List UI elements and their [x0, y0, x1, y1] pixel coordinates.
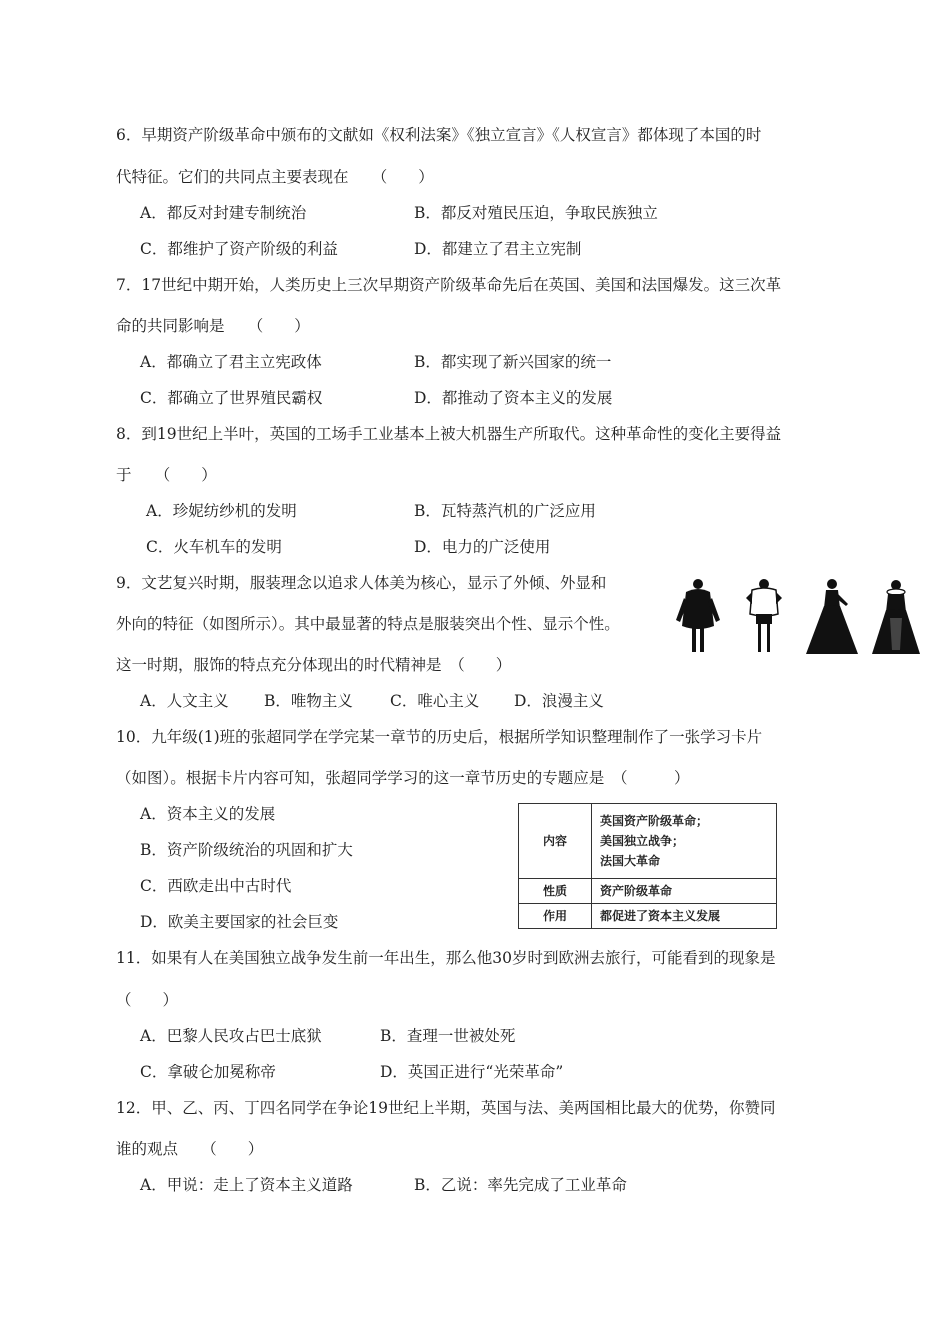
question-6-option-d: D．都建立了君主立宪制 [414, 240, 582, 258]
question-8-option-c: C．火车机车的发明 [146, 538, 282, 556]
question-10-option-d: D．欧美主要国家的社会巨变 [140, 913, 339, 931]
question-11-option-b: B．查理一世被处死 [380, 1027, 516, 1045]
question-6-stem-line1: 6．早期资产阶级革命中颁布的文献如《权利法案》《独立宣言》《人权宣言》都体现了本国的时 [116, 126, 762, 144]
study-card-content-value [592, 804, 777, 879]
question-7-option-b: B．都实现了新兴国家的统一 [414, 353, 612, 371]
renaissance-man-icon [676, 579, 720, 652]
renaissance-woman-icon [872, 580, 920, 654]
question-11-option-c: C．拿破仑加冕称帝 [140, 1063, 276, 1081]
question-6-stem-line2: 代特征。它们的共同点主要表现在 （ ） [116, 168, 434, 186]
question-6-option-b: B．都反对殖民压迫，争取民族独立 [414, 204, 658, 222]
question-9-option-d: D．浪漫主义 [514, 692, 604, 710]
question-8-stem-line1: 8．到19世纪上半叶，英国的工场手工业基本上被大机器生产所取代。这种革命性的变化主要得益 [116, 425, 782, 443]
question-9-option-c: C．唯心主义 [390, 692, 480, 710]
question-10-option-b: B．资产阶级统治的巩固和扩大 [140, 841, 353, 859]
question-10-stem-line2: （如图）。根据卡片内容可知，张超同学学习的这一章节历史的专题应是 （ ） [116, 769, 690, 787]
question-9-stem-line2: 外向的特征（如图所示）。其中最显著的特点是服装突出个性、显示个性。 [116, 615, 620, 633]
study-card-content-item: 美国独立战争； [600, 834, 685, 848]
question-10-option-a: A．资本主义的发展 [140, 805, 276, 823]
question-7-option-d: D．都推动了资本主义的发展 [414, 389, 613, 407]
study-card-effect-value: 都促进了资本主义发展 [592, 904, 777, 929]
question-7-stem-line2: 命的共同影响是 （ ） [116, 317, 310, 335]
study-card-content-item: 法国大革命 [600, 854, 661, 868]
question-9-option-a: A．人文主义 [140, 692, 229, 710]
study-card-effect-label: 作用 [519, 904, 592, 929]
study-card-nature-value: 资产阶级革命 [592, 879, 777, 904]
question-12-stem-line2: 谁的观点 （ ） [116, 1140, 264, 1158]
question-7-stem-line1: 7．17世纪中期开始，人类历史上三次早期资产阶级革命先后在英国、美国和法国爆发。这三次革 [116, 276, 782, 294]
question-11-stem-line2: （ ） [116, 991, 179, 1009]
study-card-content-row [519, 804, 777, 879]
question-7-option-a: A．都确立了君主立宪政体 [140, 353, 322, 371]
renaissance-woman-icon [806, 579, 858, 654]
question-11-option-d: D．英国正进行“光荣革命” [380, 1063, 564, 1081]
question-10-option-c: C．西欧走出中古时代 [140, 877, 292, 895]
question-10-stem-line1: 10．九年级(1)班的张超同学在学完某一章节的历史后，根据所学知识整理制作了一张学习卡片 [116, 728, 763, 746]
question-12-option-b: B．乙说：率先完成了工业革命 [414, 1176, 627, 1194]
question-8-option-a: A．珍妮纺纱机的发明 [146, 502, 297, 520]
question-8-option-b: B．瓦特蒸汽机的广泛应用 [414, 502, 596, 520]
study-card [518, 803, 777, 929]
question-9-stem-line3: 这一时期，服饰的特点充分体现出的时代精神是 （ ） [116, 656, 512, 674]
study-card-nature-row [519, 879, 777, 904]
renaissance-costume-figure [668, 574, 930, 658]
question-12-option-a: A．甲说：走上了资本主义道路 [140, 1176, 353, 1194]
question-6-option-a: A．都反对封建专制统治 [140, 204, 307, 222]
question-11-option-a: A．巴黎人民攻占巴士底狱 [140, 1027, 322, 1045]
question-8-stem-line2: 于 （ ） [116, 466, 217, 484]
study-card-content-label: 内容 [519, 804, 592, 879]
question-6-option-c: C．都维护了资产阶级的利益 [140, 240, 338, 258]
renaissance-man-icon [746, 579, 782, 652]
study-card-table [518, 803, 777, 929]
question-7-option-c: C．都确立了世界殖民霸权 [140, 389, 323, 407]
study-card-nature-label: 性质 [519, 879, 592, 904]
question-11-stem-line1: 11．如果有人在美国独立战争发生前一年出生，那么他30岁时到欧洲去旅行，可能看到的现象是 [116, 949, 776, 967]
question-9-option-b: B．唯物主义 [264, 692, 353, 710]
question-9-stem-line1: 9．文艺复兴时期，服装理念以追求人体美为核心，显示了外倾、外显和 [116, 574, 607, 592]
question-8-option-d: D．电力的广泛使用 [414, 538, 551, 556]
study-card-effect-row [519, 904, 777, 929]
study-card-content-item: 英国资产阶级革命； [600, 814, 709, 828]
question-12-stem-line1: 12．甲、乙、丙、丁四名同学在争论19世纪上半期，英国与法、美两国相比最大的优势，你赞同 [116, 1099, 776, 1117]
